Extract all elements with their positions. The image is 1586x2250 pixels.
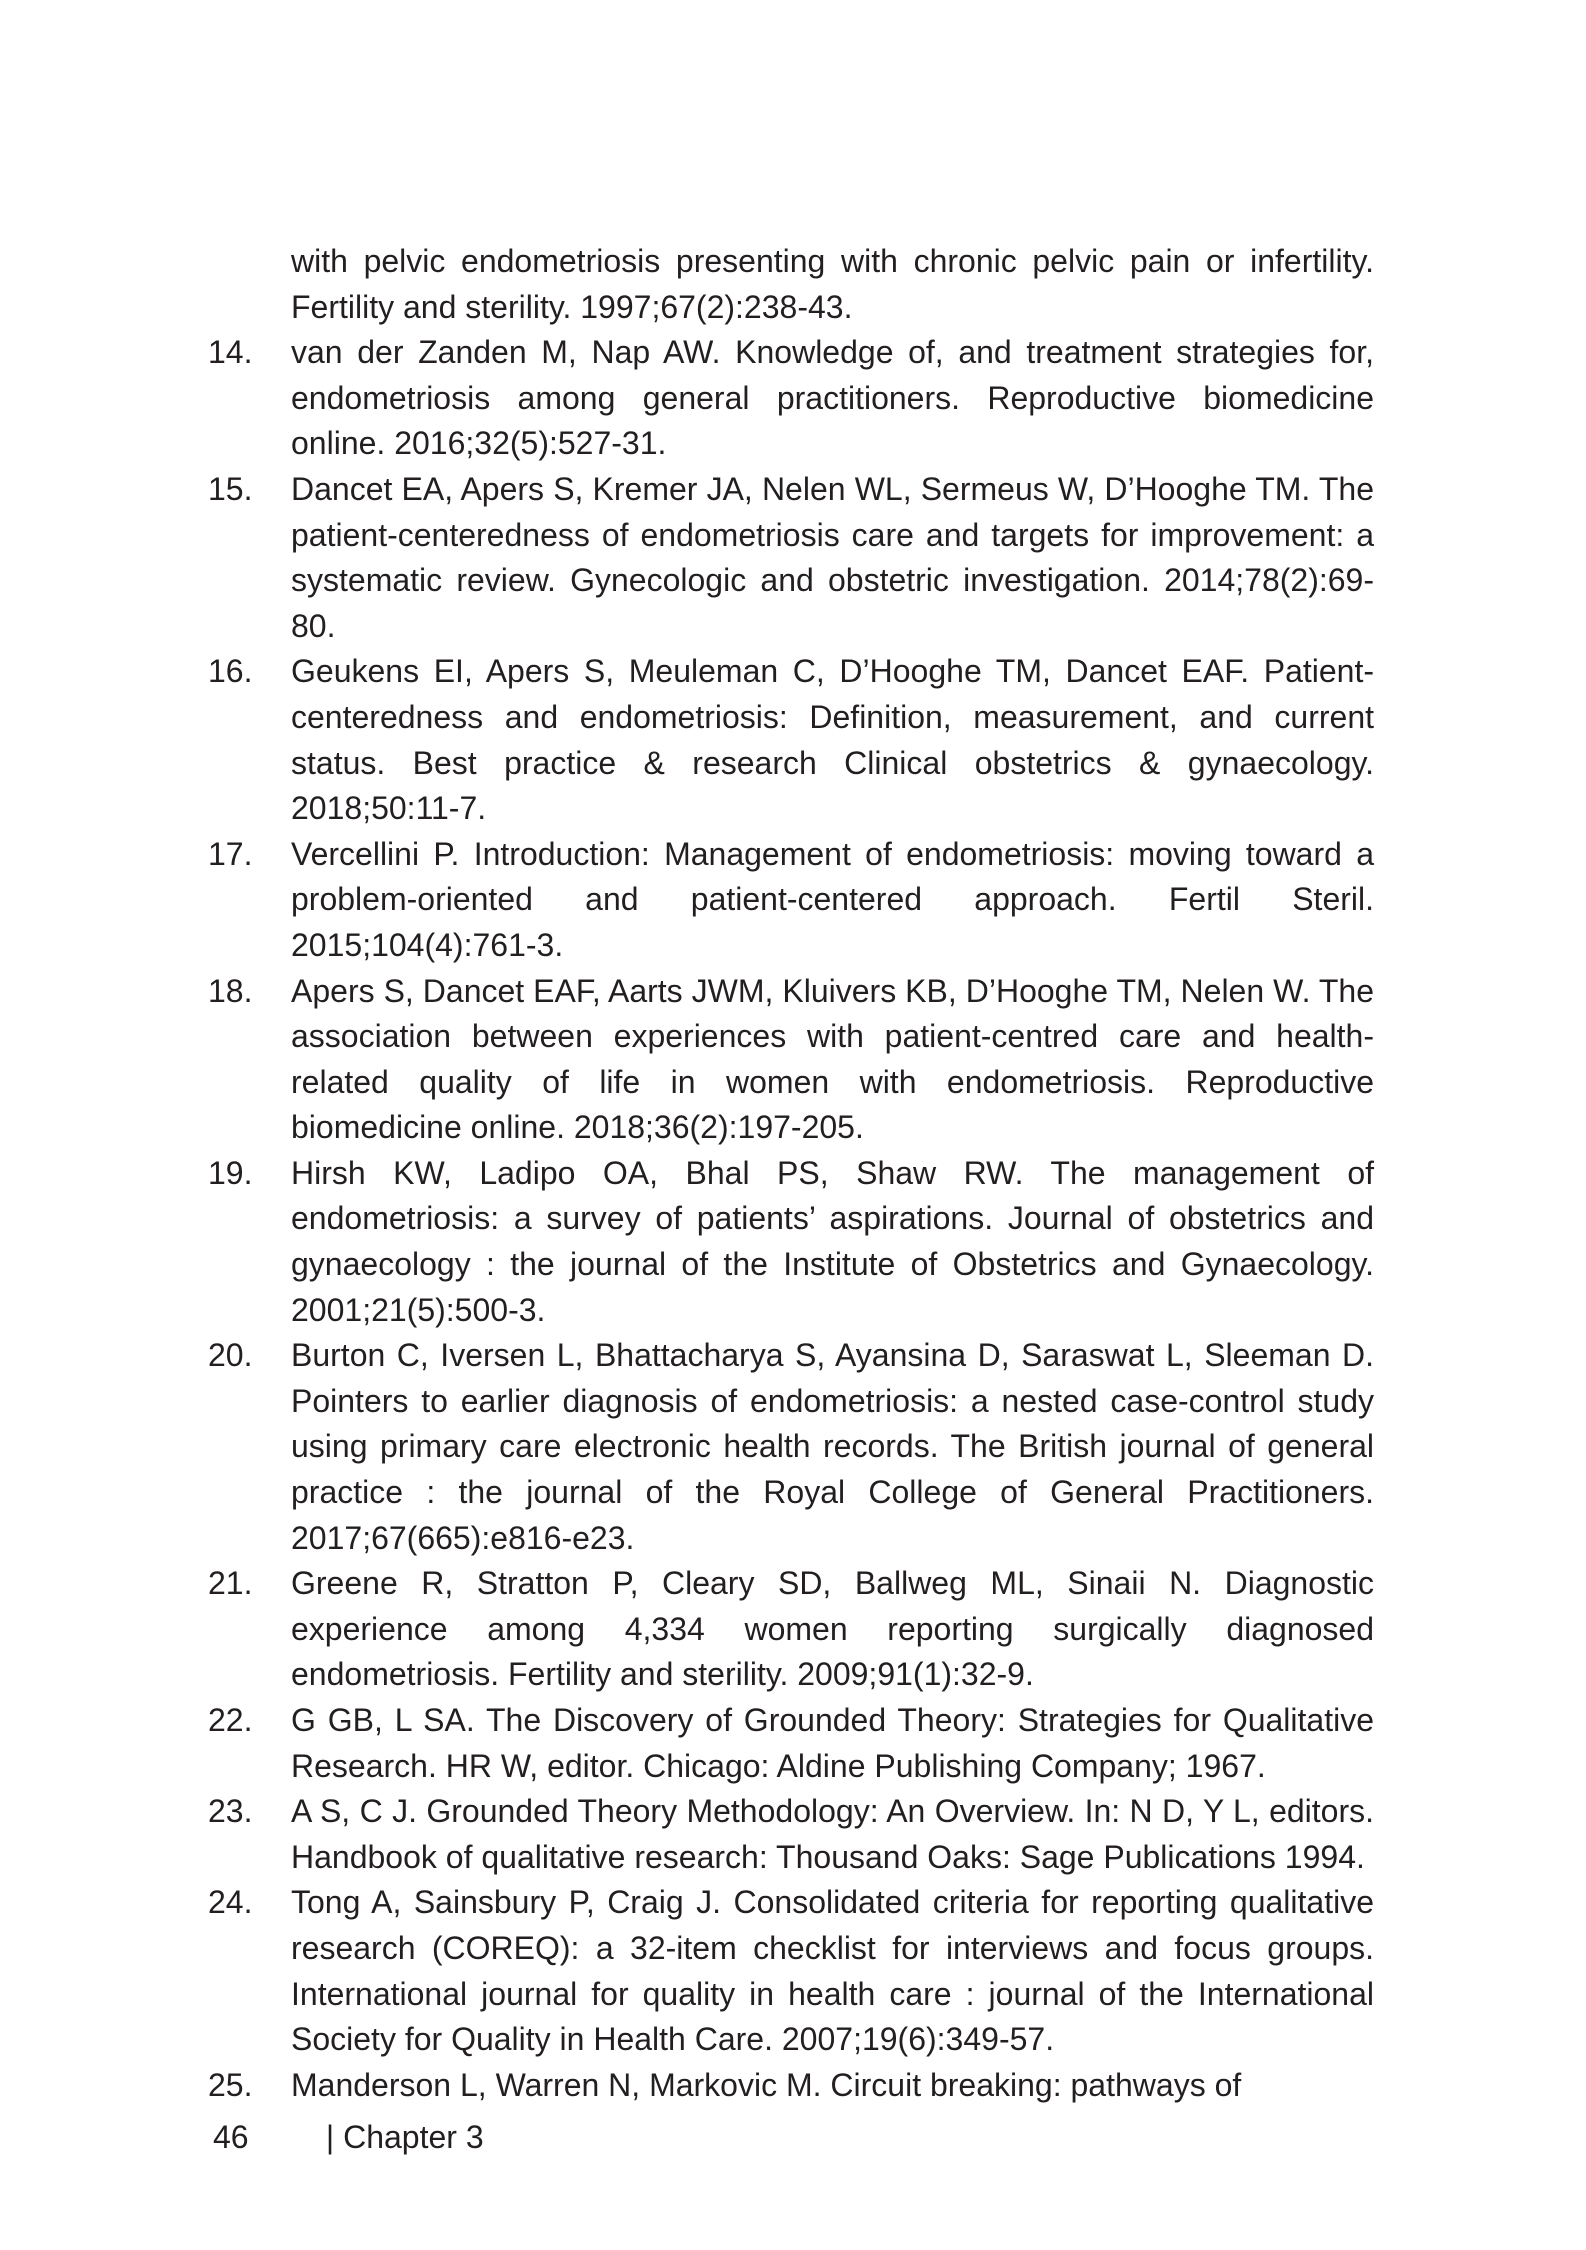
reference-item: [208, 832, 1374, 969]
reference-text: Greene R, Stratton P, Cleary SD, Ballweg ML, Sinaii N. Diagnostic experience among 4,334 women reporting surgically diagnosed endometriosis. Fertility and sterility. 2009;91(1):32-9.: [291, 1565, 1374, 1693]
page-number: 46: [213, 2119, 249, 2155]
reference-text: with pelvic endometriosis presenting with chronic pelvic pain or infertility. Fertility and sterility. 1997;67(2):238-43.: [291, 243, 1374, 325]
reference-number: 18.: [208, 972, 253, 1009]
reference-number: 14.: [208, 334, 253, 371]
reference-item: [208, 1333, 1374, 1561]
reference-continuation: [208, 239, 1374, 330]
reference-text: Hirsh KW, Ladipo OA, Bhal PS, Shaw RW. The management of endometriosis: a survey of patients’ aspirations. Journal of obstetrics and gynaecology : the journal of the Institute of Obstetrics and Gynaecology. 2001;21(5):500-3.: [291, 1154, 1374, 1328]
reference-text: G GB, L SA. The Discovery of Grounded Theory: Strategies for Qualitative Research. HR W, editor. Chicago: Aldine Publishing Company; 1967.: [291, 1702, 1374, 1784]
reference-number: 23.: [208, 1793, 253, 1830]
reference-item: [208, 1789, 1374, 1880]
reference-text: A S, C J. Grounded Theory Methodology: An Overview. In: N D, Y L, editors. Handbook of qualitative research: Thousand Oaks: Sage Publications 1994.: [291, 1793, 1374, 1875]
reference-number: 21.: [208, 1565, 253, 1602]
reference-number: 15.: [208, 470, 253, 507]
reference-text: Apers S, Dancet EAF, Aarts JWM, Kluivers KB, D’Hooghe TM, Nelen W. The association between experiences with patient-centred care and health-related quality of life in women with endometriosis. Reproductive biomedicine online. 2018;36(2):197-205.: [291, 972, 1374, 1146]
reference-text: Tong A, Sainsbury P, Craig J. Consolidated criteria for reporting qualitative research (COREQ): a 32-item checklist for interviews and focus groups. International journal for quality in health care : journal of the International Society for Quality in Health Care. 2007;19(6):349-57.: [291, 1884, 1374, 2058]
reference-item: [208, 330, 1374, 467]
page-footer: [213, 2117, 484, 2157]
reference-number: 25.: [208, 2066, 253, 2103]
reference-text: van der Zanden M, Nap AW. Knowledge of, and treatment strategies for, endometriosis among general practitioners. Reproductive biomedicine online. 2016;32(5):527-31.: [291, 334, 1374, 462]
reference-item: [208, 649, 1374, 831]
reference-text: Dancet EA, Apers S, Kremer JA, Nelen WL, Sermeus W, D’Hooghe TM. The patient-centeredness of endometriosis care and targets for improvement: a systematic review. Gynecologic and obstetric investigation. 2014;78(2):69-80.: [291, 470, 1374, 644]
reference-item: [208, 1880, 1374, 2062]
reference-item: [208, 1561, 1374, 1698]
reference-item: [208, 1698, 1374, 1789]
reference-number: 24.: [208, 1884, 253, 1921]
chapter-label: | Chapter 3: [325, 2119, 484, 2155]
reference-text: Geukens EI, Apers S, Meuleman C, D’Hooghe TM, Dancet EAF. Patient-centeredness and endometriosis: Definition, measurement, and current status. Best practice & research Clinical obstetrics & gynaecology. 2018;50:11-7.: [291, 653, 1374, 827]
reference-text: Burton C, Iversen L, Bhattacharya S, Ayansina D, Saraswat L, Sleeman D. Pointers to earlier diagnosis of endometriosis: a nested case-control study using primary care electronic health records. The British journal of general practice : the journal of the Royal College of General Practitioners. 2017;67(665):e816-e23.: [291, 1337, 1374, 1556]
reference-item: [208, 969, 1374, 1151]
reference-item: [208, 1151, 1374, 1333]
reference-number: 17.: [208, 835, 253, 872]
reference-list: [208, 239, 1374, 2108]
reference-number: 19.: [208, 1154, 253, 1191]
reference-item: [208, 2063, 1374, 2109]
reference-number: 20.: [208, 1337, 253, 1374]
reference-text: Vercellini P. Introduction: Management of endometriosis: moving toward a problem-oriented and patient-centered approach. Fertil Steril. 2015;104(4):761-3.: [291, 835, 1374, 963]
reference-number: 22.: [208, 1702, 253, 1738]
reference-number: 16.: [208, 653, 253, 690]
reference-item: [208, 467, 1374, 649]
reference-text: Manderson L, Warren N, Markovic M. Circuit breaking: pathways of: [291, 2066, 1242, 2103]
